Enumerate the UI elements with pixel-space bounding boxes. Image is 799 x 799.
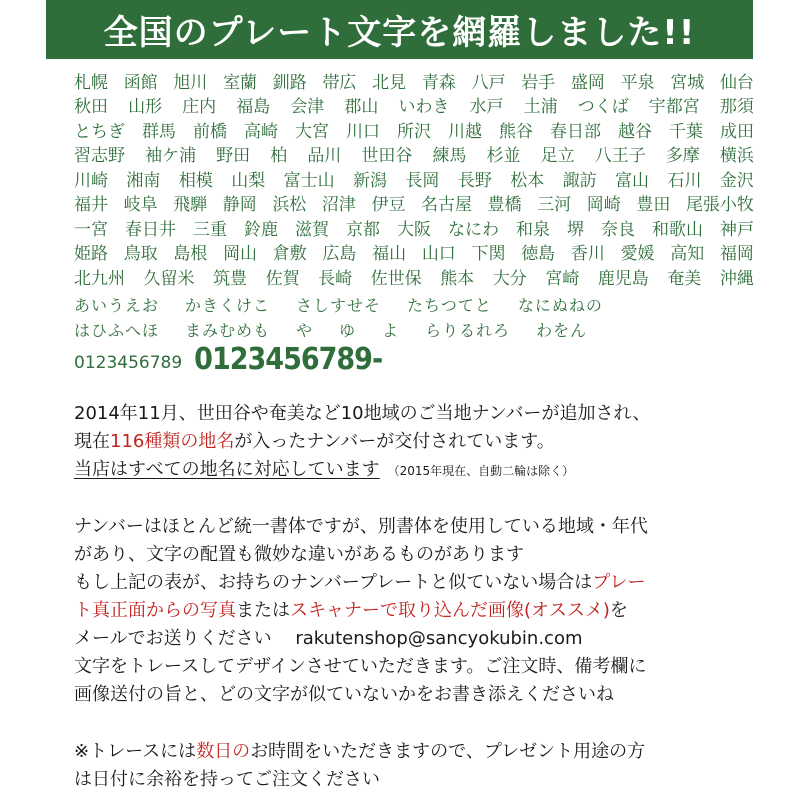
kana-group: なにぬねの [517, 296, 603, 315]
plate-name: つくば [577, 97, 629, 118]
plate-name: 山梨 [231, 170, 266, 191]
notice-line-2-text: は日付に余裕を持ってご注文ください [74, 769, 380, 790]
plate-name: 所沢 [397, 121, 431, 142]
plate-name: 宮城 [670, 72, 705, 93]
notice-b: お時間をいただきますので、プレゼント用途の方 [250, 741, 646, 762]
plate-name: 成田 [720, 121, 754, 142]
plate-row [74, 191, 754, 216]
plate-name: 旭川 [173, 72, 208, 93]
plate-row [74, 68, 754, 93]
plate-name: 宇都宮 [648, 97, 700, 118]
plate-name: 足立 [540, 146, 575, 167]
plate-name: 水戸 [469, 97, 504, 118]
plate-name: 札幌 [74, 72, 108, 93]
body-line-5 [74, 624, 583, 650]
plate-name: 静岡 [222, 195, 257, 216]
notice-line-2 [74, 765, 380, 791]
plate-name: 熊谷 [499, 121, 533, 142]
plate-name: 熊本 [440, 268, 475, 289]
kana-group: はひふへほ [74, 321, 160, 340]
plate-name: 三河 [537, 195, 572, 216]
plate-name: 春日部 [550, 121, 601, 142]
plate-name: 函館 [123, 72, 158, 93]
kana-grid [74, 292, 603, 342]
plate-name: 岡崎 [586, 195, 621, 216]
kana-group: かきくけこ [185, 296, 271, 315]
body-line-3 [74, 568, 646, 594]
info-line-2-highlight: 116種類の地名 [110, 431, 235, 452]
body-line-7 [74, 680, 614, 706]
plate-name: 山形 [128, 97, 163, 118]
plate-name: 庄内 [182, 97, 217, 118]
plate-name: 長岡 [405, 170, 440, 191]
plate-name: 和歌山 [652, 219, 703, 240]
plate-name: 練馬 [432, 146, 467, 167]
plate-name: 山口 [421, 244, 456, 265]
plate-name: 島根 [173, 244, 208, 265]
plate-name: 豊田 [636, 195, 671, 216]
plate-name: 三重 [193, 219, 227, 240]
plate-name: 柏 [270, 146, 288, 167]
support-statement: 当店はすべての地名に対応しています [74, 459, 380, 480]
plate-name: 下関 [471, 244, 506, 265]
notice-highlight: 数日の [196, 741, 251, 762]
plate-name: 杉並 [486, 146, 521, 167]
plate-row [74, 166, 754, 191]
plate-name: 北九州 [74, 268, 125, 289]
plate-name: 金沢 [719, 170, 754, 191]
plate-row [74, 142, 754, 167]
body-line-6 [74, 652, 646, 678]
plate-name: 春日井 [125, 219, 176, 240]
plate-name: 奄美 [667, 268, 702, 289]
info-line-2-b: が入ったナンバーが交付されています。 [234, 431, 555, 452]
kana-group: あいうえお [74, 296, 160, 315]
plate-name: 伊豆 [371, 195, 406, 216]
plate-name: 佐世保 [370, 268, 422, 289]
plate-name: 愛媛 [620, 244, 655, 265]
body-line-4 [74, 596, 628, 622]
plate-name: 岡山 [223, 244, 258, 265]
plate-name: 筑豊 [213, 268, 248, 289]
plate-name: 習志野 [74, 146, 125, 167]
plate-name: 大分 [492, 268, 527, 289]
page-banner [46, 0, 753, 59]
body-line-6-text: 文字をトレースしてデザインさせていただきます。ご注文時、備考欄に [74, 656, 647, 677]
plate-name: 鈴鹿 [244, 219, 278, 240]
plate-name: 和泉 [516, 219, 550, 240]
plate-name: 松本 [510, 170, 545, 191]
plate-row [74, 264, 754, 289]
plate-name: 横浜 [719, 146, 754, 167]
plate-name: 沖縄 [719, 268, 754, 289]
plate-name: 富士山 [283, 170, 335, 191]
plate-name: 久留米 [143, 268, 195, 289]
plate-name: 香川 [570, 244, 605, 265]
plate-name: 川越 [448, 121, 482, 142]
plate-name: 鹿児島 [597, 268, 649, 289]
kana-group: ゆ [339, 321, 357, 340]
plate-name: 滋賀 [295, 219, 329, 240]
plate-row [74, 240, 754, 265]
body-line-2-text: があり、文字の配置も微妙な違いがあるものがあります [74, 544, 524, 565]
plate-name: 福岡 [719, 244, 754, 265]
plate-name: 川口 [346, 121, 380, 142]
plate-name: 飛騨 [173, 195, 208, 216]
plate-name: 福島 [236, 97, 271, 118]
plate-name: 八戸 [471, 72, 506, 93]
plate-name: 仙台 [719, 72, 754, 93]
plate-name: 神戸 [720, 219, 754, 240]
plate-name: 堺 [567, 219, 584, 240]
plate-name: とちぎ [74, 121, 125, 142]
plate-name: 尾張小牧 [685, 195, 754, 216]
email-line: メールでお送りください rakutenshop@sancyokubin.com [74, 628, 583, 649]
plate-name: 豊橋 [487, 195, 522, 216]
plate-name: 品川 [307, 146, 342, 167]
body-line-4-highlight-2: スキャナーで取り込んだ画像(オススメ) [290, 600, 610, 621]
plate-name: 千葉 [669, 121, 703, 142]
plate-row [74, 93, 754, 118]
plate-name: 釧路 [272, 72, 307, 93]
kana-row [74, 292, 603, 317]
plate-name: 諏訪 [562, 170, 597, 191]
plate-name: 帯広 [322, 72, 357, 93]
plate-name: 名古屋 [421, 195, 473, 216]
plate-name: 越谷 [618, 121, 652, 142]
digits-small: 0123456789 [74, 353, 183, 373]
notice-a: ※トレースには [74, 741, 197, 762]
plate-name: 一宮 [74, 219, 108, 240]
notice-line-1 [74, 737, 645, 763]
plate-name: 秋田 [74, 97, 108, 118]
plate-name: 那須 [719, 97, 754, 118]
plate-name: 徳島 [521, 244, 556, 265]
plate-name: 福井 [74, 195, 108, 216]
plate-name: 長野 [457, 170, 492, 191]
plate-name: 倉敷 [272, 244, 307, 265]
plate-name: 盛岡 [570, 72, 605, 93]
body-line-3-highlight: プレー [592, 572, 646, 593]
digit-samples [74, 342, 382, 377]
kana-row [74, 317, 594, 342]
body-line-4-highlight-1: ト真正面からの写真 [74, 600, 236, 621]
body-line-4-b: を [609, 600, 628, 621]
plate-name: 岐阜 [123, 195, 158, 216]
kana-group: たちつてと [407, 296, 492, 315]
body-line-1 [74, 512, 648, 538]
plate-name: 袖ケ浦 [145, 146, 197, 167]
plate-name: 青森 [421, 72, 456, 93]
plate-name: 郡山 [344, 97, 379, 118]
body-line-4-a: または [236, 600, 290, 621]
plate-row [74, 117, 754, 142]
kana-group: らりるれろ [425, 321, 511, 340]
plate-name: 平泉 [620, 72, 655, 93]
info-line-3 [74, 455, 574, 481]
info-line-2-a: 現在 [74, 431, 110, 452]
plate-name: 相模 [178, 170, 213, 191]
plate-name: 富山 [615, 170, 650, 191]
plate-name: 世田谷 [361, 146, 413, 167]
plate-name: いわき [398, 97, 450, 118]
kana-group: まみむめも [185, 321, 271, 340]
digits-large: 0123456789- [194, 342, 383, 377]
body-line-3-a: もし上記の表が、お持ちのナンバープレートと似ていない場合は [74, 572, 593, 593]
plate-name: 奈良 [601, 219, 635, 240]
plate-name: 大阪 [397, 219, 431, 240]
plate-name: 佐賀 [265, 268, 300, 289]
banner-title: 全国のプレート文字を網羅しました!! [103, 13, 696, 53]
plate-name: 高崎 [244, 121, 278, 142]
plate-row [74, 215, 754, 240]
plate-name: 姫路 [74, 244, 108, 265]
plate-name: 野田 [216, 146, 251, 167]
plate-name: 湘南 [126, 170, 161, 191]
info-line-2 [74, 427, 555, 453]
plate-name: 宮崎 [545, 268, 580, 289]
plate-name: 室蘭 [223, 72, 258, 93]
plate-name: 石川 [667, 170, 702, 191]
kana-group: や [296, 321, 314, 340]
plate-name: 福山 [372, 244, 407, 265]
info-line-1 [74, 399, 651, 425]
plate-name: 岩手 [521, 72, 556, 93]
plate-name: 広島 [322, 244, 357, 265]
body-line-7-text: 画像送付の旨と、どの文字が似ていないかをお書き添えくださいね [74, 684, 614, 705]
plate-name: 八王子 [594, 146, 646, 167]
support-note: （2015年現在、自動二輪は除く） [387, 464, 575, 478]
plate-name: 鳥取 [123, 244, 158, 265]
plate-name: 土浦 [523, 97, 558, 118]
plate-name: 多摩 [665, 146, 700, 167]
plate-name: 会津 [290, 97, 325, 118]
plate-name: 長崎 [318, 268, 353, 289]
plate-name: 京都 [346, 219, 380, 240]
plate-name: 大宮 [295, 121, 329, 142]
plate-name: 沼津 [321, 195, 356, 216]
kana-group: さしすせそ [296, 296, 382, 315]
body-line-2 [74, 540, 524, 566]
body-line-1-text: ナンバーはほとんど統一書体ですが、別書体を使用している地域・年代 [74, 516, 648, 537]
kana-group: よ [382, 321, 400, 340]
plate-name: 前橋 [193, 121, 227, 142]
kana-group: わをん [536, 321, 588, 340]
plate-name: なにわ [448, 219, 499, 240]
info-line-1-text: 2014年11月、世田谷や奄美など10地域のご当地ナンバーが追加され、 [74, 403, 651, 424]
plate-name-grid [74, 68, 754, 289]
plate-name: 川崎 [74, 170, 108, 191]
plate-name: 浜松 [272, 195, 307, 216]
plate-name: 新潟 [353, 170, 388, 191]
plate-name: 北見 [372, 72, 407, 93]
plate-name: 群馬 [142, 121, 176, 142]
plate-name: 高知 [670, 244, 705, 265]
